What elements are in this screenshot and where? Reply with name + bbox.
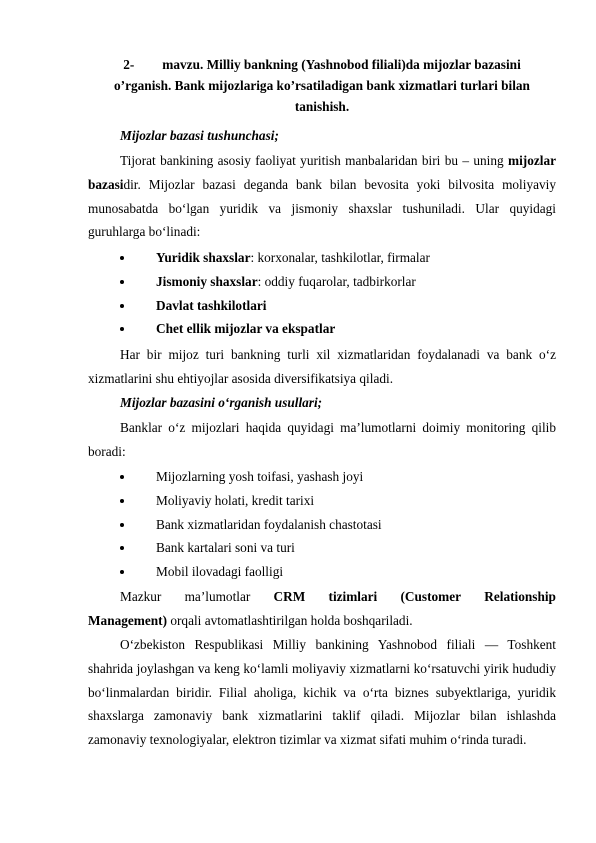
bullet-icon <box>120 546 124 550</box>
paragraph-branch: O‘zbekiston Respublikasi Milliy bankining Yashnobod filiali — Toshkent shahrida joylashgan va keng ko‘lamli moliyaviy xizmatlarni ko‘rsatuvchi yirik hududiy bo‘linmalardan biridir. Filial aholiga, kichik va o‘rta biznes subyektlariga, yuridik shaxslarga zamonaviy bank xizmatlarini taklif qiladi. Mijozlar bilan ishlashda zamonaviy texnologiyalar, elektron tizimlar va xizmat sifati muhim o‘rinda turadi. <box>88 637 556 748</box>
bullet-icon <box>120 256 124 260</box>
paragraph-crm <box>88 585 556 633</box>
list-item: Yuridik shaxslar: korxonalar, tashkilotlar, firmalar <box>120 246 430 270</box>
bullet-icon <box>120 475 124 479</box>
bullet-icon <box>120 523 124 527</box>
bullet-icon <box>120 304 124 308</box>
paragraph-monitoring: Banklar o‘z mijozlari haqida quyidagi ma’lumotlarni doimiy monitoring qilib boradi: <box>88 420 556 459</box>
monitoring-list <box>120 465 382 584</box>
client-types-list <box>120 246 430 341</box>
list-item: Jismoniy shaxslar: oddiy fuqarolar, tadbirkorlar <box>120 270 430 294</box>
list-item: Bank xizmatlaridan foydalanish chastotasi <box>120 513 382 537</box>
crm-line-2: Management) orqali avtomatlashtirilgan holda boshqariladi. <box>88 612 413 628</box>
bullet-icon <box>120 327 124 331</box>
title-number: 2- <box>123 57 135 72</box>
bullet-icon <box>120 280 124 284</box>
list-item: Davlat tashkilotlari <box>120 294 430 318</box>
page-title <box>88 54 556 117</box>
section-subtitle-2: Mijozlar bazasini o‘rganish usullari; <box>120 395 323 410</box>
bullet-icon <box>120 499 124 503</box>
section-subtitle-1: Mijozlar bazasi tushunchasi; <box>120 128 279 143</box>
list-item: Moliyaviy holati, kredit tarixi <box>120 489 382 513</box>
crm-line-1: Mazkur ma’lumotlar CRM tizimlari (Customer Relationship <box>120 589 556 604</box>
bold-term: mijozlar bazasi <box>88 153 556 192</box>
paragraph-intro: Tijorat bankining asosiy faoliyat yuritish manbalaridan biri bu – uning mijozlar bazasidir. Mijozlar bazasi deganda bank bilan bevosita yoki bilvosita moliyaviy munosabatda bo‘lgan yuridik va jismoniy shaxslar tushuniladi. Ular quyidagi guruhlarga bo‘linadi: <box>88 153 556 240</box>
title-line-3: tanishish. <box>294 99 350 114</box>
list-item: Mobil ilovadagi faolligi <box>120 560 382 584</box>
title-line-1: 2- mavzu. Milliy bankning (Yashnobod filiali)da mijozlar bazasini <box>123 57 521 72</box>
list-item: Bank kartalari soni va turi <box>120 536 382 560</box>
paragraph-diversification: Har bir mijoz turi bankning turli xil xizmatlaridan foydalanadi va bank o‘z xizmatlarini shu ehtiyojlar asosida diversifikatsiya qiladi. <box>88 347 556 386</box>
list-item: Chet ellik mijozlar va ekspatlar <box>120 317 430 341</box>
list-item: Mijozlarning yosh toifasi, yashash joyi <box>120 465 382 489</box>
title-line-2: o’rganish. Bank mijozlariga ko’rsatiladigan bank xizmatlari turlari bilan <box>114 78 530 93</box>
bullet-icon <box>120 570 124 574</box>
